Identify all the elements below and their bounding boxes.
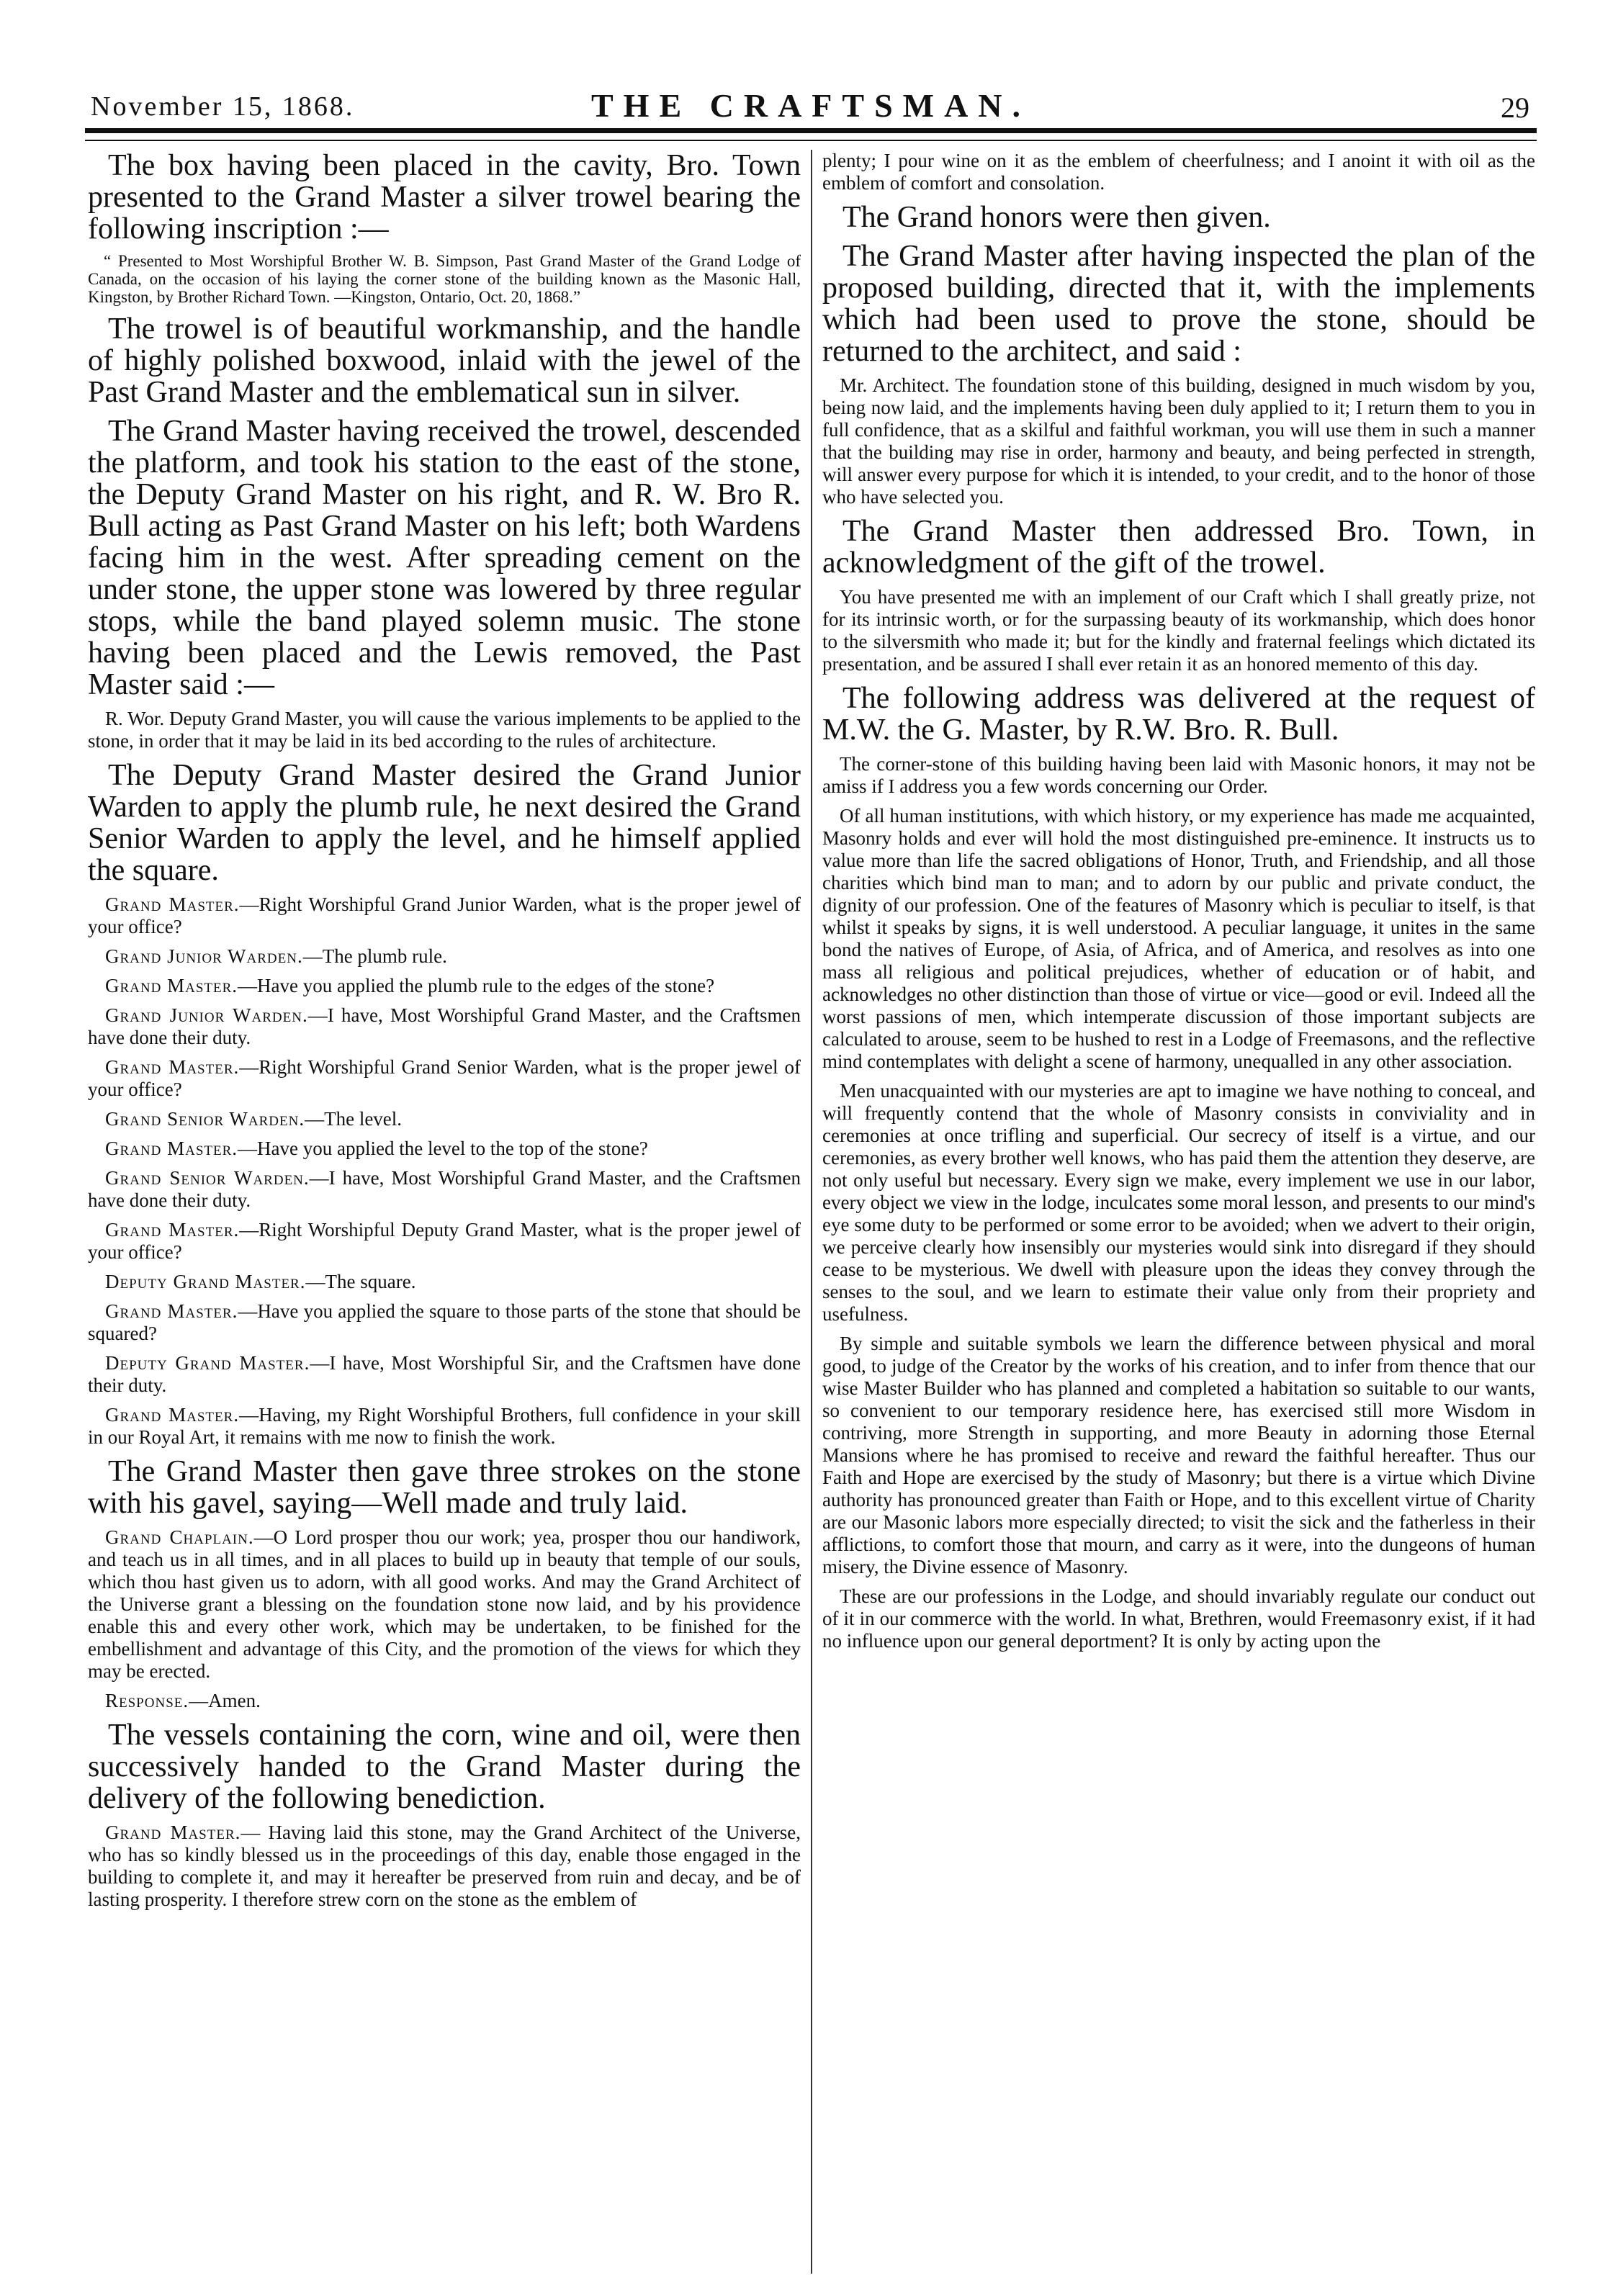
address-paragraph: These are our professions in the Lodge, and should invariably regulate our conduct out of it in our commerce with the world. In what, Brethren, would Freemasonry exist, if it had no influence upon our general deportment? It is only by acting upon the — [822, 1585, 1535, 1652]
speech: —The plumb rule. — [302, 945, 447, 967]
speech: —Have you applied the level to the top of the stone? — [238, 1138, 648, 1159]
speech: —I have, Most Worshipful Sir, and the Craftsmen have done their duty. — [88, 1352, 801, 1396]
ritual-dialogue — [88, 893, 801, 1449]
header-rule — [85, 140, 1537, 141]
paragraph: The Grand Master having received the trowel, descended the platform, and took his station to the east of the stone, the Deputy Grand Master on his right, and R. W. Bro R. Bull acting as Past Grand Master on his left; both Wardens facing him in the west. After spreading cement on the under stone, the upper stone was lowered by three regular stops, while the band played solemn music. The stone having been placed and the Lewis removed, the Past Master said :— — [88, 415, 801, 701]
speaker: Grand Master. — [105, 893, 240, 915]
paragraph: The Grand honors were then given. — [843, 201, 1271, 234]
speech: —Right Worshipful Deputy Grand Master, what is the proper jewel of your office? — [88, 1219, 801, 1263]
paragraph: The trowel is of beautiful workmanship, and the handle of highly polished boxwood, inlaid with the jewel of the Past Grand Master and the emblematical sun in silver. — [88, 312, 801, 409]
right-column — [822, 150, 1535, 2274]
speaker: Response. — [105, 1690, 189, 1711]
response-line — [88, 1690, 801, 1712]
paragraph: The Grand Master then gave three strokes on the stone with his gavel, saying—Well made and truly laid. — [88, 1455, 801, 1520]
speech: —O Lord prosper thou our work; yea, prosper thou our handiwork, and teach us in all times, and in all places to build up in beauty that temple of our souls, which thou hast given us to adorn, with all good works. And may the Grand Architect of the Universe grant a blessing on the foundation stone now laid, and by his providence enable this and every other work, which may be undertaken, to be finished for the embellishment and advantage of this City, and the promotion of the views for which they may be erected. — [88, 1526, 801, 1682]
address-paragraph: By simple and suitable symbols we learn the difference between physical and moral good, to judge of the Creator by the works of his creation, and to infer from thence that our wise Master Builder who has planned and completed a habitation so suitable to our wants, so convenient to our temporary residence here, has exercised still more Wisdom in contriving, more Strength in supporting, and more Beauty in adorning those Eternal Mansions where he has promised to receive and reward the faithful hereafter. Thus our Faith and Hope are exercised by the study of Masonry; but there is a virtue which Divine authority has pronounced greater than Faith or Hope, and to this excellent virtue of Charity are our Masonic labors more especially directed; to visit the sick and the fatherless in their afflictions, to comfort those that mourn, and carry as it were, into the dungeons of human misery, the Divine essence of Masonry. — [822, 1333, 1535, 1577]
left-column — [88, 150, 801, 2274]
dialogue-line — [88, 893, 801, 938]
speech: —Have you applied the square to those parts of the stone that should be squared? — [88, 1300, 801, 1344]
dialogue-line — [88, 1300, 801, 1345]
architect-address: Mr. Architect. The foundation stone of this building, designed in much wisdom by you, being now laid, and the implements having been duly applied to it; I return them to you in full confidence, that as a skilful and faithful workman, you will use them in such a manner that the building may rise in order, harmony and beauty, and being perfected in strength, will answer every purpose for which it is intended, to your credit, and to the honor of those who have selected you. — [822, 374, 1535, 508]
speaker: Grand Master. — [105, 1219, 240, 1241]
speech: —Having, my Right Worshipful Brothers, full confidence in your skill in our Royal Art, it remains with me now to finish the work. — [88, 1404, 801, 1448]
speaker: Grand Master. — [105, 1138, 238, 1159]
speaker: Grand Chaplain. — [105, 1526, 254, 1548]
page-header — [85, 86, 1537, 133]
speech: — Having laid this stone, may the Grand Architect of the Universe, who has so kindly blessed us in the proceedings of this day, enable those engaged in the building to complete it, and may it hereafter be preserved from ruin and decay, and be of lasting prosperity. I therefore strew corn on the stone as the emblem of — [88, 1822, 801, 1910]
speaker: Deputy Grand Master. — [105, 1352, 310, 1374]
speech: —The square. — [305, 1271, 416, 1292]
speaker: Grand Master. — [105, 1404, 240, 1426]
speaker: Grand Master. — [105, 1056, 240, 1078]
speaker: Grand Master. — [105, 1300, 238, 1322]
dialogue-line — [88, 945, 801, 968]
speaker: Grand Senior Warden. — [105, 1108, 305, 1130]
chaplain-prayer — [88, 1526, 801, 1683]
speaker: Grand Master. — [105, 1822, 241, 1843]
address-paragraph: The corner-stone of this building having been laid with Masonic honors, it may not be amiss if I address you a few words concerning our Order. — [822, 753, 1535, 797]
dialogue-line — [88, 1404, 801, 1449]
paragraph: The Grand Master after having inspected the plan of the proposed building, directed that it, with the implements which had been used to prove the stone, should be returned to the architect, and said : — [822, 240, 1535, 368]
column-divider — [811, 150, 812, 2274]
dialogue-line — [88, 1167, 801, 1212]
paragraph: The vessels containing the corn, wine and oil, were then successively handed to the Grand Master during the delivery of the following benediction. — [88, 1719, 801, 1815]
benediction — [88, 1822, 801, 1911]
paragraph: The following address was delivered at the request of M.W. the G. Master, by R.W. Bro. R. Bull. — [822, 682, 1535, 747]
speech: —I have, Most Worshipful Grand Master, and the Craftsmen have done their duty. — [88, 1167, 801, 1211]
speaker: Deputy Grand Master. — [105, 1271, 306, 1292]
paragraph: The box having been placed in the cavity, Bro. Town presented to the Grand Master a silver trowel bearing the following inscription :— — [88, 150, 801, 246]
trowel-inscription: “ Presented to Most Worshipful Brother W. B. Simpson, Past Grand Master of the Grand Lodge of Canada, on the occasion of his laying the corner stone of the building known as the Masonic Hall, Kingston, by Brother Richard Town. —Kingston, Ontario, Oct. 20, 1868.” — [88, 252, 801, 306]
dialogue-line — [88, 1108, 801, 1130]
dialogue-line — [88, 1138, 801, 1160]
paragraph-continued: plenty; I pour wine on it as the emblem of cheerfulness; and I anoint it with oil as the emblem of comfort and consolation. — [822, 150, 1535, 194]
address-paragraph: Men unacquainted with our mysteries are apt to imagine we have nothing to conceal, and will frequently contend that the whole of Masonry consists in conviviality and in ceremonies at once trifling and superficial. Our secrecy of itself is a virtue, and our ceremonies, as every brother well knows, who has paid them the attention they deserve, are not only useful but necessary. Every sign we make, every implement we use in our labor, every object we view in the lodge, inculcates some moral lesson, and presents to our mind's eye some duty to be performed or some error to be avoided; when we advert to their origin, we perceive clearly how insensibly our mysteries would sink into disregard if they should cease to be mysterious. We dwell with pleasure upon the ideas they convey through the senses to the soul, and we learn to estimate their value only from their propriety and usefulness. — [822, 1080, 1535, 1325]
paragraph: The Deputy Grand Master desired the Grand Junior Warden to apply the plumb rule, he next desired the Grand Senior Warden to apply the level, and he himself applied the square. — [88, 759, 801, 887]
trowel-acknowledgment: You have presented me with an implement of our Craft which I shall greatly prize, not for its intrinsic worth, or for the surpassing beauty of its workmanship, which does honor to the silversmith who made it; but for the kindly and fraternal feelings which dictated its presentation, and be assured I shall ever retain it as an honored memento of this day. — [822, 586, 1535, 675]
quoted-address: R. Wor. Deputy Grand Master, you will cause the various implements to be applied to the stone, in order that it may be laid in its bed according to the rules of architecture. — [88, 708, 801, 752]
dialogue-line — [88, 975, 801, 997]
speaker: Grand Junior Warden. — [105, 945, 303, 967]
speech: —Right Worshipful Grand Senior Warden, what is the proper jewel of your office? — [88, 1056, 801, 1100]
speaker: Grand Junior Warden. — [105, 1004, 308, 1026]
dialogue-line — [88, 1004, 801, 1049]
speaker: Grand Senior Warden. — [105, 1167, 310, 1189]
dialogue-line — [88, 1056, 801, 1101]
address-paragraph: Of all human institutions, with which history, or my experience has made me acquainted, Masonry holds and ever will hold the most distinguished pre-eminence. It instructs us to value more than life the sacred obligations of Honor, Truth, and Friendship, and all those charities which bind man to man; and to adorn by our public and private conduct, the dignity of our profession. One of the features of Masonry which is peculiar to itself, is that whilst it speaks by signs, it is well understood. A peculiar language, it unites in the same bond the natives of Europe, of Asia, of Africa, and of America, and resolves as into one mass all religious and political prejudices, whether of education or of habit, and acknowledges no other distinction than those of virtue or vice—good or evil. Indeed all the worst passions of men, which intemperate discussion of those important subjects are calculated to arouse, seem to be hushed to rest in a Lodge of Freemasons, and the reflective mind contemplates with delight a scene of harmony, unequalled in any other association. — [822, 805, 1535, 1072]
dialogue-line — [88, 1271, 801, 1293]
speech: —Amen. — [189, 1690, 261, 1711]
speech: —The level. — [305, 1108, 403, 1130]
dialogue-line — [88, 1352, 801, 1397]
speaker: Grand Master. — [105, 975, 238, 996]
speech: —Right Worshipful Grand Junior Warden, what is the proper jewel of your office? — [88, 893, 801, 937]
page-number: 29 — [1501, 91, 1529, 124]
speech: —I have, Most Worshipful Grand Master, and the Craftsmen have done their duty. — [88, 1004, 801, 1048]
masthead-title: THE CRAFTSMAN. — [590, 87, 1031, 124]
speech: —Have you applied the plumb rule to the edges of the stone? — [238, 975, 715, 996]
issue-date: November 15, 1868. — [91, 91, 355, 122]
dialogue-line — [88, 1219, 801, 1264]
paragraph: The Grand Master then addressed Bro. Town, in acknowledgment of the gift of the trowel. — [822, 515, 1535, 580]
